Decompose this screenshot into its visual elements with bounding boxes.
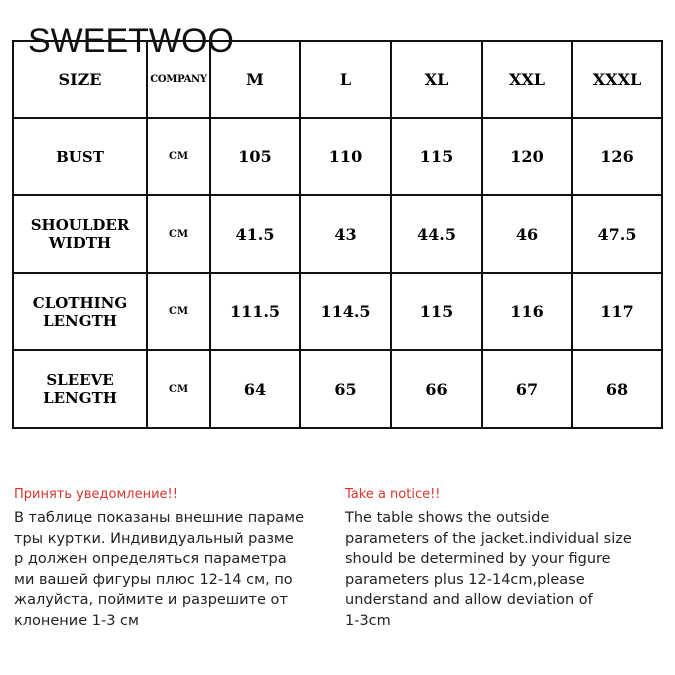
cell-value: 66 [391,350,482,428]
table-row-clothing-length [13,273,662,350]
notice-russian-body: В таблице показаны внешние параме тры куртки. Индивидуальный разме р должен определяться параметра ми вашей фигуры плюс 12-14 см, по жалуйста, поймите и разрешите от клонение 1-3 см [14,510,305,629]
cell-value: 105 [210,118,300,195]
cell-value: 65 [300,350,391,428]
notice-russian-title: Принять уведомление!! [14,487,178,502]
header-company: COMPANY [147,41,210,118]
row-label: CLOTHING LENGTH [13,273,147,350]
cell-value: 110 [300,118,391,195]
notice-english-title: Take a notice!! [345,487,441,502]
row-unit: CM [147,118,210,195]
table-row-shoulder-width [13,195,662,273]
cell-value: 44.5 [391,195,482,273]
cell-value: 64 [210,350,300,428]
table-row-sleeve-length [13,350,662,428]
cell-value: 43 [300,195,391,273]
cell-value: 114.5 [300,273,391,350]
brand-logo-text: SWEETWOO [28,22,234,60]
cell-value: 117 [572,273,662,350]
size-chart-table [12,40,663,429]
header-size-xxl: XXL [482,41,572,118]
row-unit: CM [147,273,210,350]
cell-value: 111.5 [210,273,300,350]
header-size-xxxl: XXXL [572,41,662,118]
header-size-l: L [300,41,391,118]
cell-value: 126 [572,118,662,195]
cell-value: 47.5 [572,195,662,273]
header-size: SIZE [13,41,147,118]
cell-value: 68 [572,350,662,428]
notice-russian [14,487,324,631]
header-size-xl: XL [391,41,482,118]
cell-value: 115 [391,118,482,195]
cell-value: 115 [391,273,482,350]
notice-english [345,487,665,631]
row-unit: CM [147,195,210,273]
table-row-bust [13,118,662,195]
cell-value: 120 [482,118,572,195]
notice-english-body: The table shows the outside parameters of the jacket.individual size should be determined by your figure parameters plus 12-14cm,please understand and allow deviation of 1-3cm [345,510,632,629]
row-label: BUST [13,118,147,195]
row-unit: CM [147,350,210,428]
cell-value: 41.5 [210,195,300,273]
row-label: SHOULDER WIDTH [13,195,147,273]
row-label: SLEEVE LENGTH [13,350,147,428]
header-size-m: M [210,41,300,118]
cell-value: 67 [482,350,572,428]
cell-value: 46 [482,195,572,273]
cell-value: 116 [482,273,572,350]
